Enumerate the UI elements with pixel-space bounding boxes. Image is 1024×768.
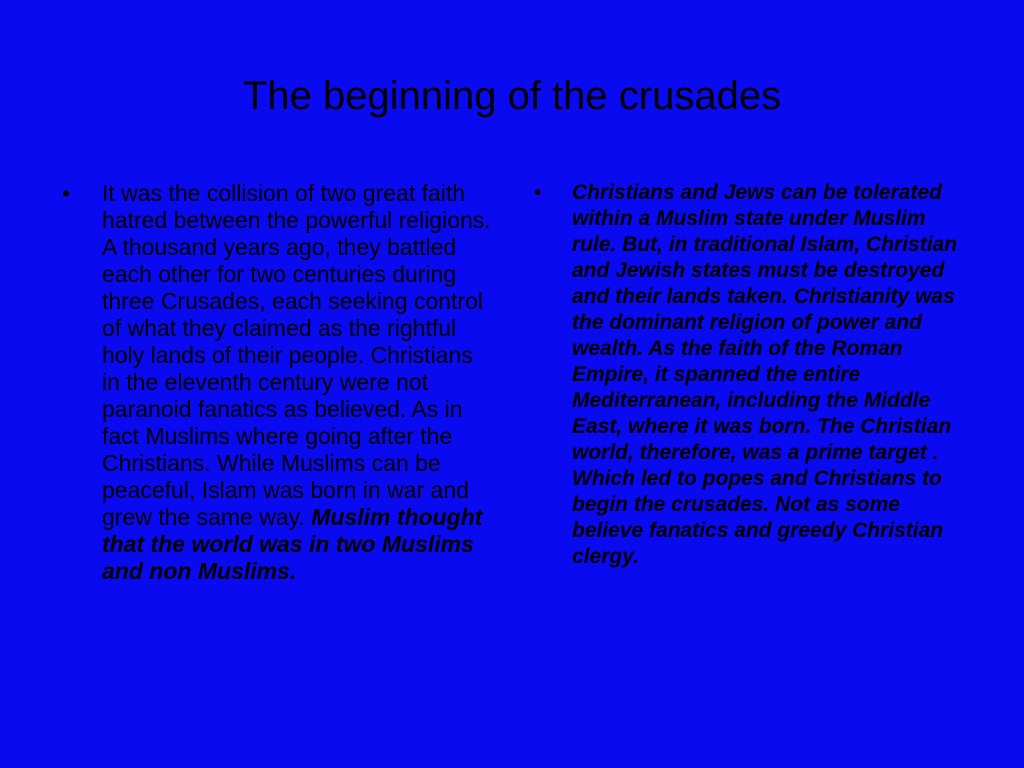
bullet-icon: • [534,181,542,204]
slide-title: The beginning of the crusades [242,74,782,118]
left-column [56,180,496,585]
left-emphasis-text: Muslim thought that the world was in two Muslims and non Muslims. [102,504,483,584]
right-column [528,180,968,570]
right-bullet-text: Christians and Jews can be tolerated within a Muslim state under Muslim rule. But, in traditional Islam, Christian and Jewish states must be destroyed and their lands taken. Christianity was the dominant religion of power and wealth. As the faith of the Roman Empire, it spanned the entire Mediterranean, including the Middle East, where it was born. The Christian world, therefore, was a prime target . Which led to popes and Christians to begin the crusades. Not as some believe fanatics and greedy Christian clergy. [572,181,958,568]
left-body-text: It was the collision of two great faith hatred between the powerful religions. A thousand years ago, they battled each other for two centuries during three Crusades, each seeking control of what they claimed as the rightful holy lands of their people. Christians in the eleventh century were not paranoid fanatics as believed. As in fact Muslims where going after the Christians. While Muslims can be peaceful, Islam was born in war and grew the same way. [102,180,491,530]
left-bullet-item [56,180,496,585]
right-bullet-item [528,180,968,570]
bullet-icon: • [62,180,71,206]
left-bullet-text [102,180,496,585]
